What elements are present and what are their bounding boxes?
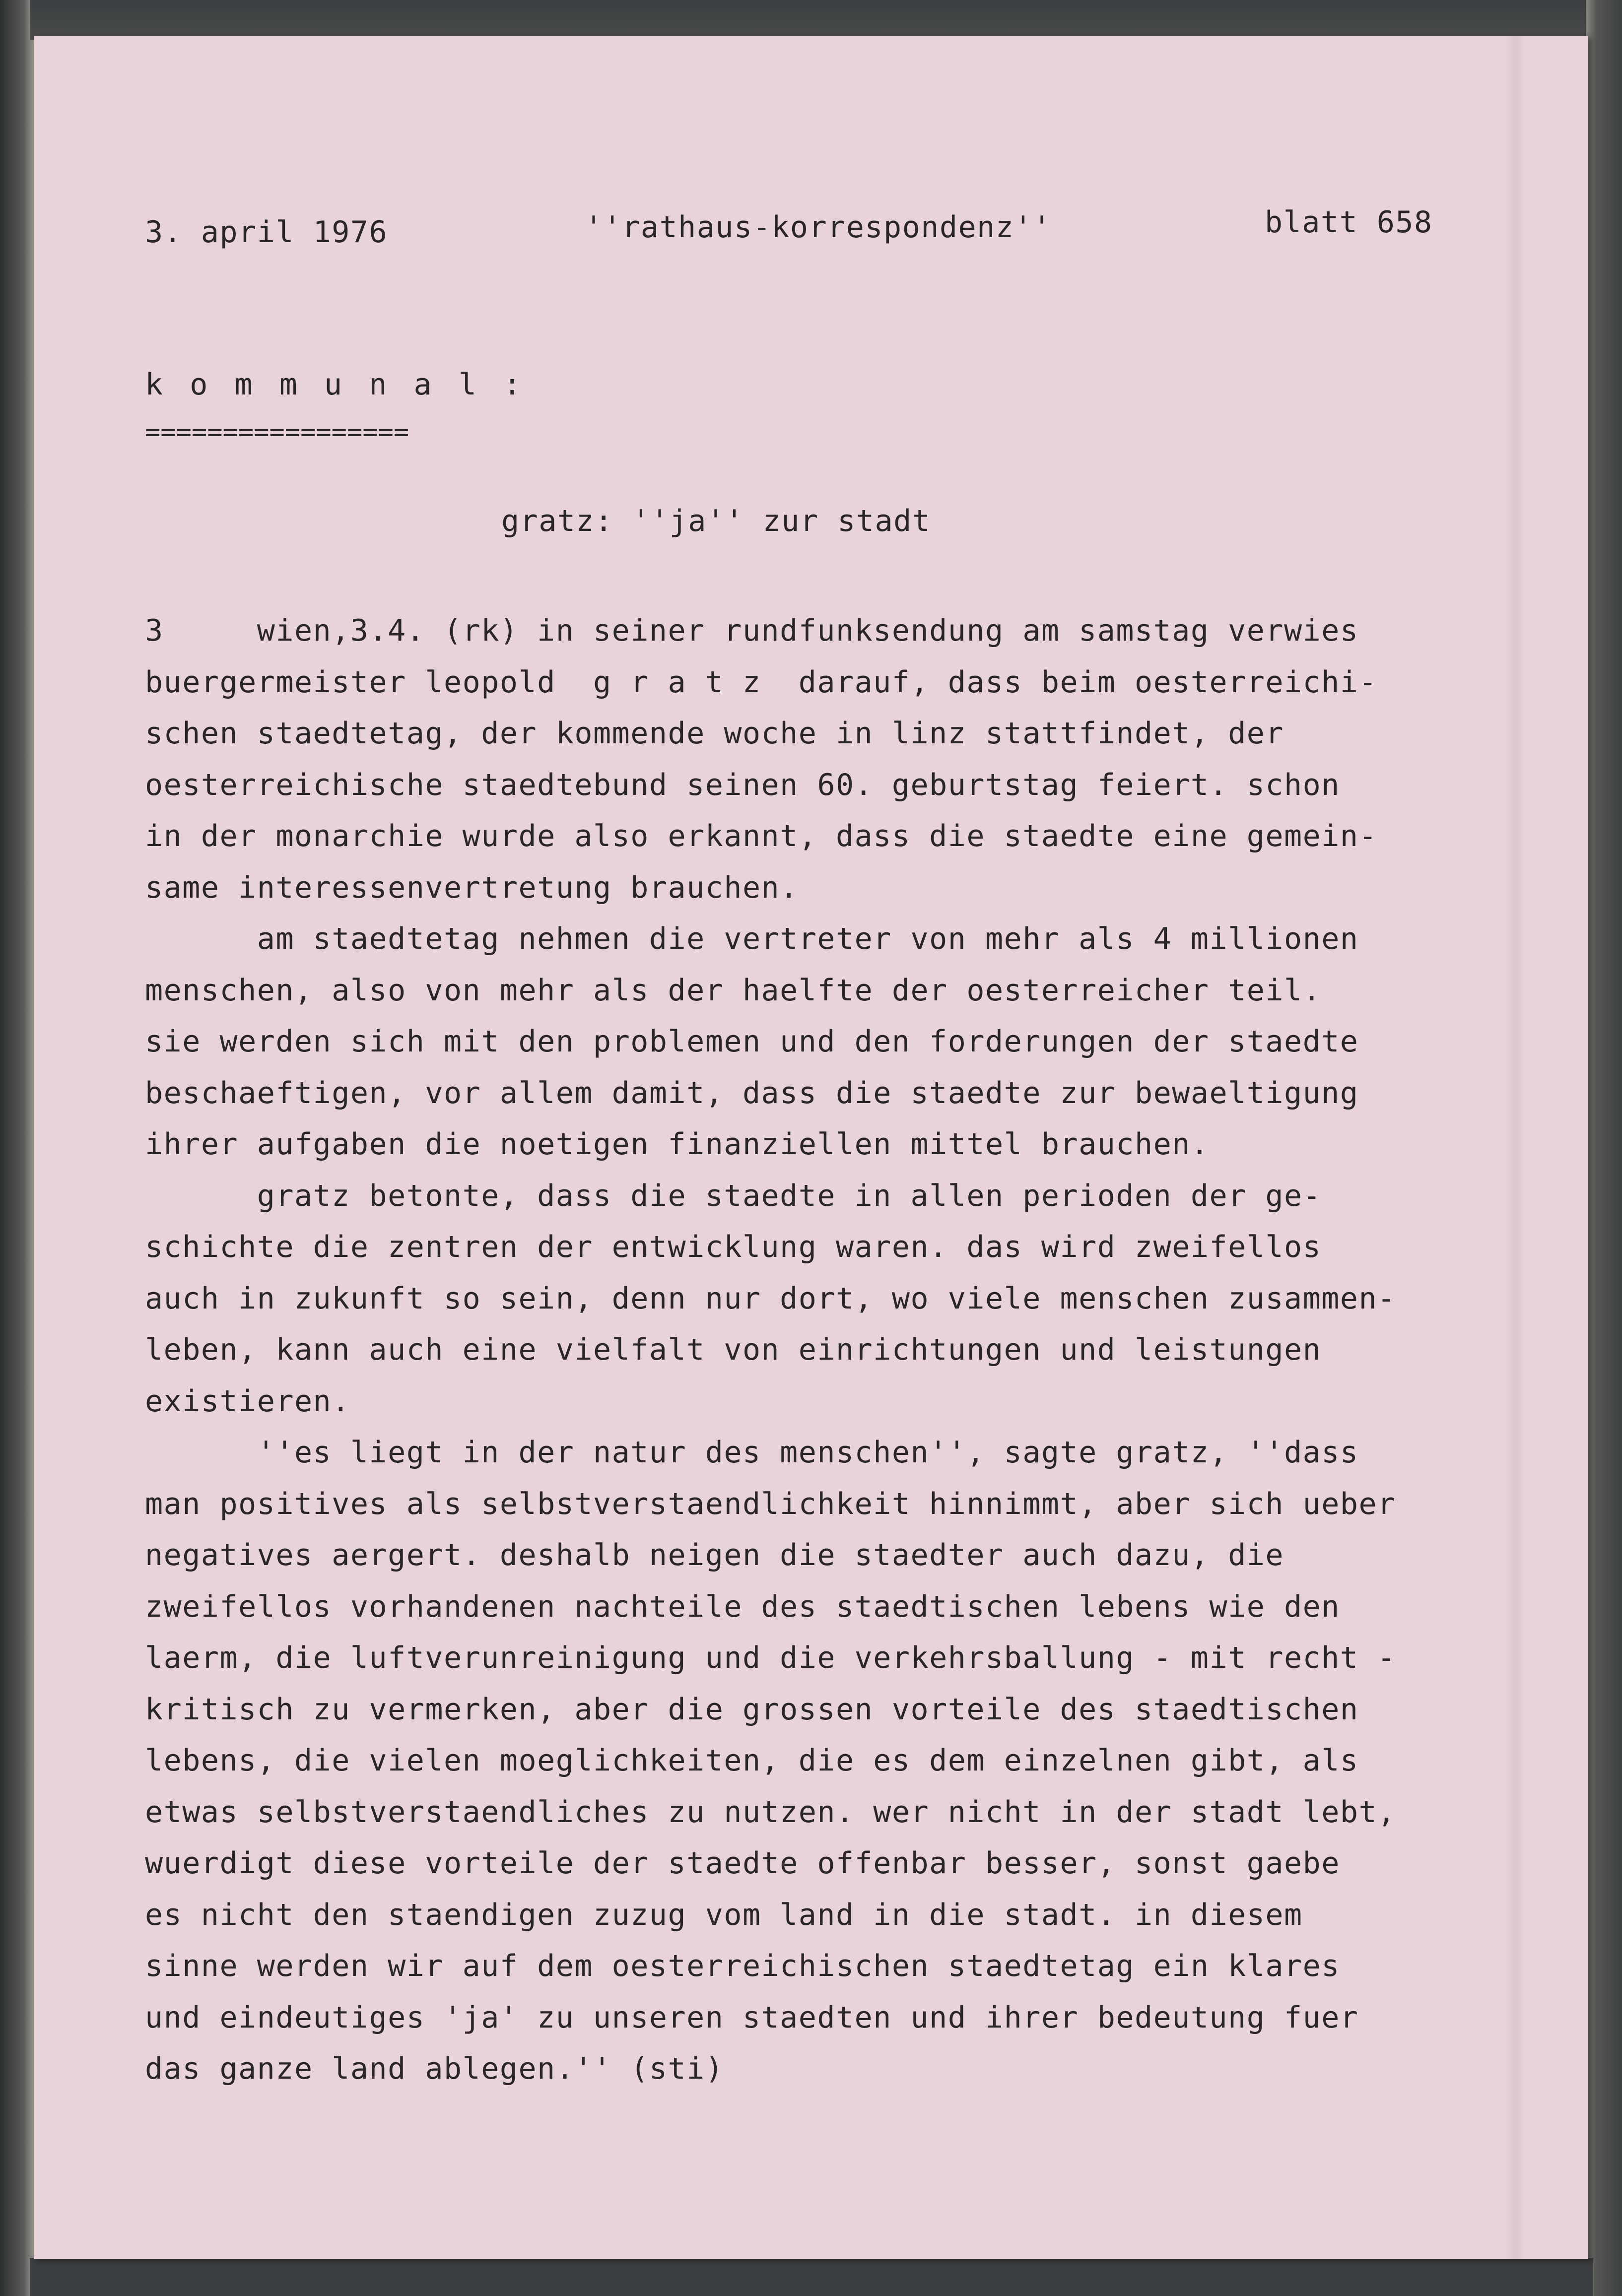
body-line: 3 wien,3.4. (rk) in seiner rundfunksendung am samstag verwies: [145, 613, 1359, 648]
body-line: lebens, die vielen moeglichkeiten, die es dem einzelnen gibt, als: [145, 1743, 1359, 1778]
bottom-background: [30, 2258, 1593, 2296]
body-line: schen staedtetag, der kommende woche in linz stattfindet, der: [145, 716, 1284, 751]
body-line: auch in zukunft so sein, denn nur dort, wo viele menschen zusammen-: [145, 1281, 1396, 1316]
body-line: wuerdigt diese vorteile der staedte offenbar besser, sonst gaebe: [145, 1846, 1340, 1881]
body-line: menschen, also von mehr als der haelfte der oesterreicher teil.: [145, 973, 1322, 1008]
section-title: k o m m u n a l :: [145, 367, 526, 402]
right-background: [1586, 0, 1622, 2296]
header-source: ''rathaus-korrespondenz'': [585, 210, 1052, 245]
body-line: das ganze land ablegen.'' (sti): [145, 2051, 724, 2086]
body-line: beschaeftigen, vor allem damit, dass die staedte zur bewaeltigung: [145, 1075, 1359, 1111]
body-line: sie werden sich mit den problemen und den forderungen der staedte: [145, 1024, 1359, 1059]
body-line: etwas selbstverstaendliches zu nutzen. wer nicht in der stadt lebt,: [145, 1794, 1396, 1830]
body-line: same interessenvertretung brauchen.: [145, 870, 799, 905]
article-headline: gratz: ''ja'' zur stadt: [501, 504, 931, 538]
body-line: sinne werden wir auf dem oesterreichischen staedtetag ein klares: [145, 1949, 1340, 1983]
article-body: [145, 605, 1510, 2095]
body-line: zweifellos vorhandenen nachteile des staedtischen lebens wie den: [145, 1589, 1340, 1624]
body-line: schichte die zentren der entwicklung waren. das wird zweifellos: [145, 1230, 1322, 1264]
body-line: laerm, die luftverunreinigung und die verkehrsballung - mit recht -: [145, 1640, 1396, 1675]
top-background: [30, 0, 1593, 40]
body-line: und eindeutiges 'ja' zu unseren staedten und ihrer bedeutung fuer: [145, 2000, 1359, 2035]
body-line: am staedtetag nehmen die vertreter von mehr als 4 millionen: [145, 921, 1359, 956]
body-line: negatives aergert. deshalb neigen die staedter auch dazu, die: [145, 1538, 1284, 1573]
body-line: ihrer aufgaben die noetigen finanziellen mittel brauchen.: [145, 1127, 1210, 1162]
body-line: gratz betonte, dass die staedte in allen perioden der ge-: [145, 1178, 1322, 1213]
section-underline: =================: [145, 417, 409, 447]
header-page-number: blatt 658: [1265, 205, 1433, 240]
body-line: ''es liegt in der natur des menschen'', sagte gratz, ''dass: [145, 1435, 1359, 1470]
body-line: es nicht den staendigen zuzug vom land in die stadt. in diesem: [145, 1897, 1303, 1932]
body-line: buergermeister leopold g r a t z darauf, dass beim oesterreichi-: [145, 664, 1378, 700]
body-line: in der monarchie wurde also erkannt, dass die staedte eine gemein-: [145, 819, 1378, 853]
body-line: oesterreichische staedtebund seinen 60. geburtstag feiert. schon: [145, 767, 1340, 802]
body-line: kritisch zu vermerken, aber die grossen vorteile des staedtischen: [145, 1692, 1359, 1727]
body-line: man positives als selbstverstaendlichkeit hinnimmt, aber sich ueber: [145, 1486, 1396, 1521]
body-line: existieren.: [145, 1383, 350, 1419]
body-line: leben, kann auch eine vielfalt von einrichtungen und leistungen: [145, 1332, 1322, 1367]
header-date: 3. april 1976: [145, 215, 388, 250]
